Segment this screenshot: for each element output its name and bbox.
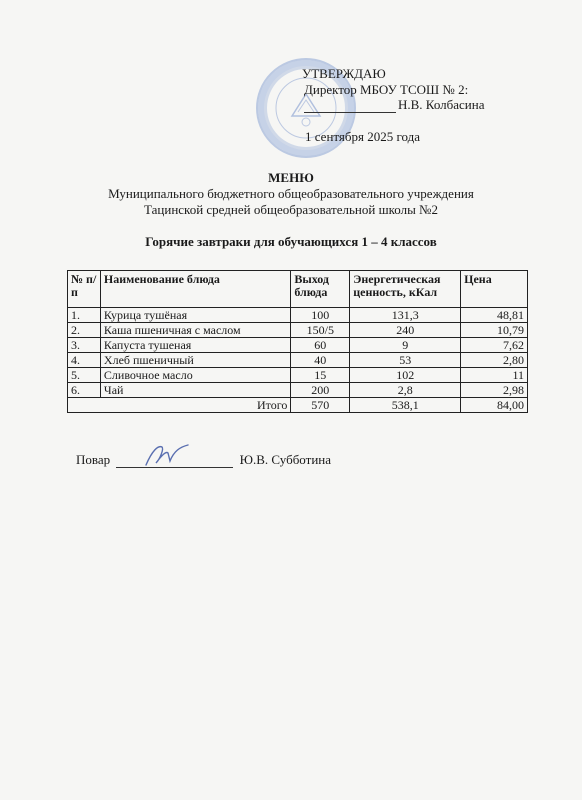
row-energy: 9 xyxy=(350,338,461,353)
row-name: Хлеб пшеничный xyxy=(100,353,290,368)
header-num: № п/п xyxy=(68,271,101,308)
row-name: Каша пшеничная с маслом xyxy=(100,323,290,338)
cook-name: Ю.В. Субботина xyxy=(239,452,332,467)
row-energy: 102 xyxy=(350,368,461,383)
row-output: 60 xyxy=(291,338,350,353)
table-row xyxy=(68,308,528,323)
row-price: 7,62 xyxy=(461,338,528,353)
row-price: 2,80 xyxy=(461,353,528,368)
menu-table xyxy=(67,270,528,413)
row-output: 100 xyxy=(291,308,350,323)
row-num: 4. xyxy=(68,353,101,368)
approval-position: Директор МБОУ ТСОШ № 2: xyxy=(304,82,469,97)
cook-signature-line xyxy=(116,455,233,468)
row-energy: 240 xyxy=(350,323,461,338)
table-row xyxy=(68,383,528,398)
approval-date: 1 сентября 2025 года xyxy=(305,129,421,144)
row-energy: 2,8 xyxy=(350,383,461,398)
total-label: Итого xyxy=(68,398,291,413)
signature-underline xyxy=(304,101,396,113)
table-row xyxy=(68,368,528,383)
cook-role: Повар xyxy=(76,452,111,467)
table-total-row xyxy=(68,398,528,413)
approval-block xyxy=(0,0,582,150)
row-price: 2,98 xyxy=(461,383,528,398)
approval-signature-line xyxy=(304,97,485,113)
director-name: Н.В. Колбасина xyxy=(398,97,485,112)
header-name: Наименование блюда xyxy=(100,271,290,308)
row-name: Курица тушёная xyxy=(100,308,290,323)
header-output: Выход блюда xyxy=(291,271,350,308)
table-header-row xyxy=(68,271,528,308)
total-price: 84,00 xyxy=(461,398,528,413)
institution-line-1: Муниципального бюджетного общеобразовательного учреждения xyxy=(108,186,474,201)
header-price: Цена xyxy=(461,271,528,308)
row-num: 6. xyxy=(68,383,101,398)
total-energy: 538,1 xyxy=(350,398,461,413)
row-energy: 131,3 xyxy=(350,308,461,323)
institution-line-2: Тацинской средней общеобразовательной школы №2 xyxy=(144,202,438,217)
cook-signature-block xyxy=(76,452,331,468)
header-energy: Энергетическая ценность, кКал xyxy=(350,271,461,308)
row-output: 150/5 xyxy=(291,323,350,338)
table-row xyxy=(68,338,528,353)
handwritten-signature xyxy=(142,441,202,469)
menu-title: МЕНЮ xyxy=(268,170,314,185)
row-name: Капуста тушеная xyxy=(100,338,290,353)
row-output: 40 xyxy=(291,353,350,368)
approval-title: УТВЕРЖДАЮ xyxy=(302,66,386,81)
row-price: 10,79 xyxy=(461,323,528,338)
row-num: 5. xyxy=(68,368,101,383)
row-num: 2. xyxy=(68,323,101,338)
row-energy: 53 xyxy=(350,353,461,368)
row-price: 11 xyxy=(461,368,528,383)
row-price: 48,81 xyxy=(461,308,528,323)
row-num: 3. xyxy=(68,338,101,353)
row-name: Сливочное масло xyxy=(100,368,290,383)
total-output: 570 xyxy=(291,398,350,413)
menu-subtitle: Горячие завтраки для обучающихся 1 – 4 классов xyxy=(145,234,437,249)
table-row xyxy=(68,353,528,368)
row-output: 15 xyxy=(291,368,350,383)
row-output: 200 xyxy=(291,383,350,398)
table-row xyxy=(68,323,528,338)
row-num: 1. xyxy=(68,308,101,323)
row-name: Чай xyxy=(100,383,290,398)
